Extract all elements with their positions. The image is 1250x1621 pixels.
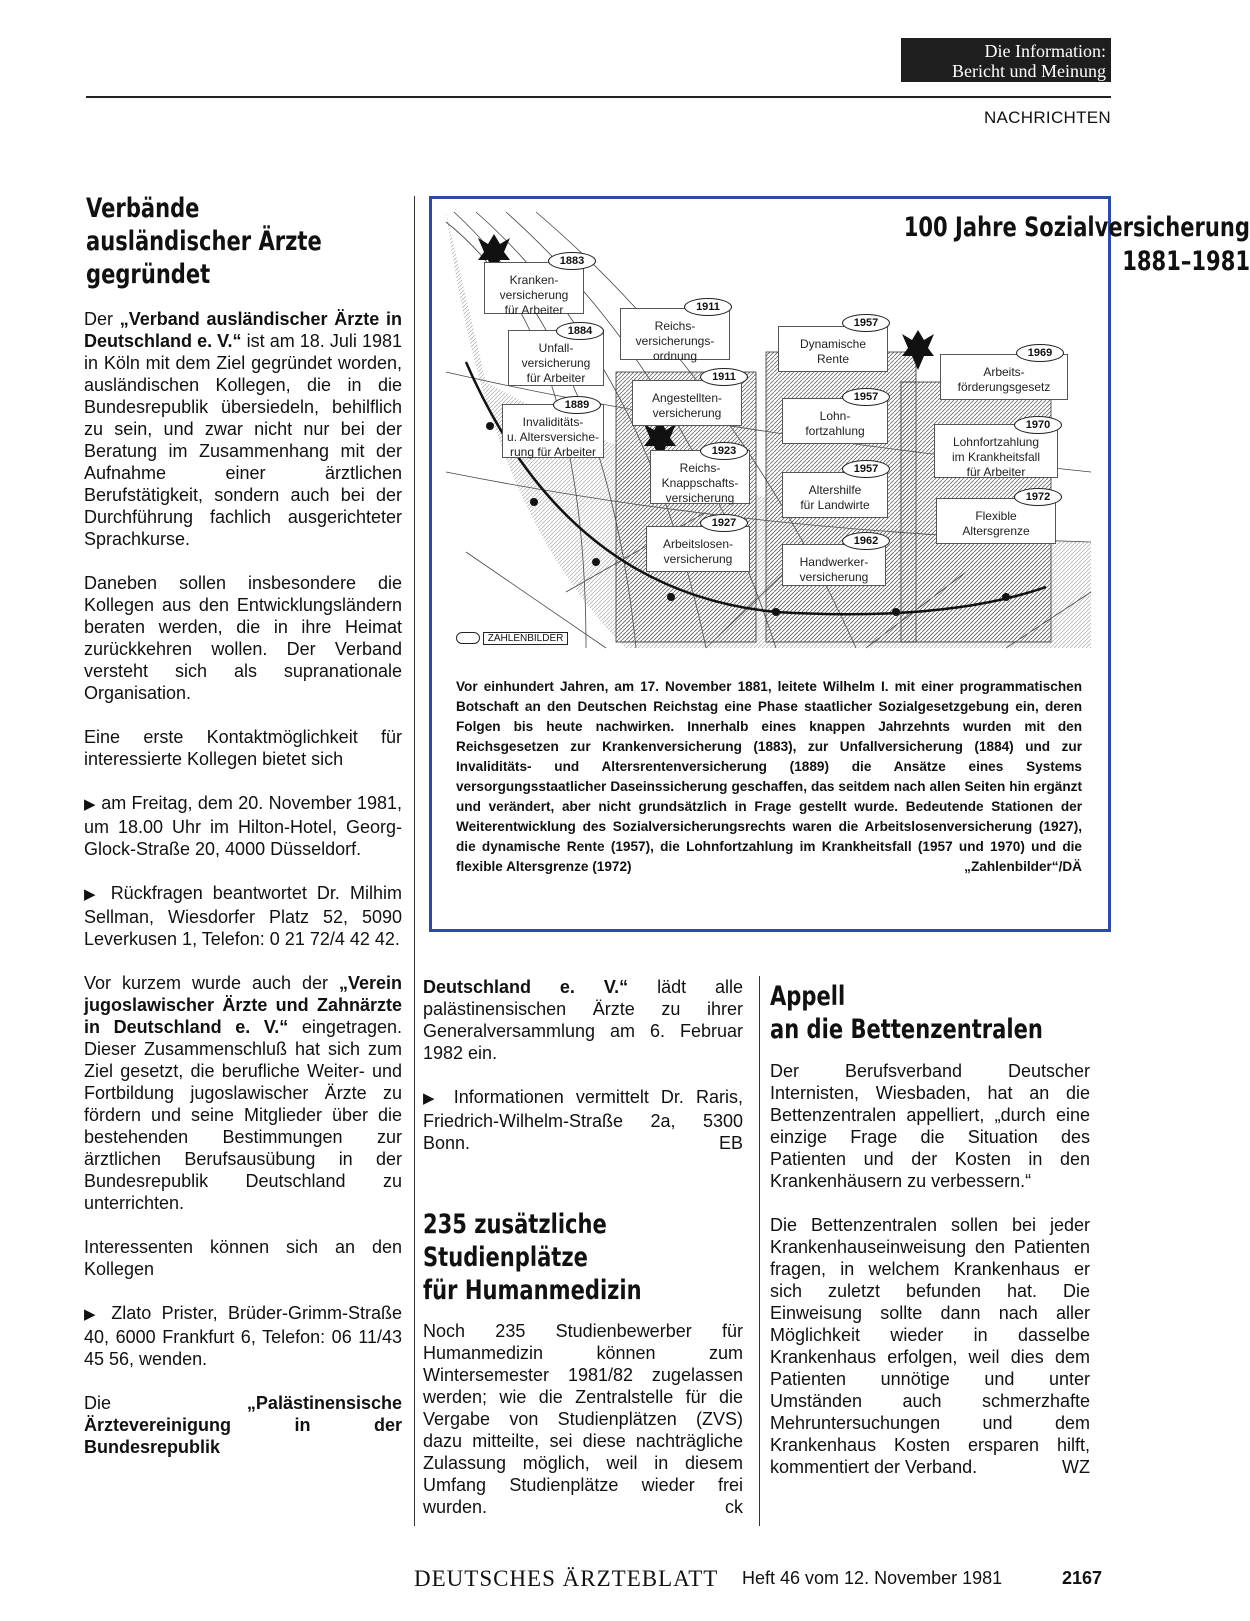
paragraph: Deutschland e. V.“ lädt alle palästinensischen Ärzte zu ihrer Generalversammlung am 6. Februar 1982 ein. <box>423 977 743 1063</box>
year-badge: 1957 <box>842 314 890 332</box>
paragraph: Eine erste Kontaktmöglichkeit für interessierte Kollegen bietet sich <box>84 727 402 769</box>
infographic-subtitle: 1881–1981 <box>1122 246 1250 277</box>
year-badge: 1970 <box>1014 416 1062 434</box>
timeline-card: Dynamische Rente <box>778 326 888 372</box>
signature: ck <box>725 1497 743 1517</box>
timeline-card: Handwerker- versicherung <box>782 544 886 586</box>
logo-icon <box>456 632 480 644</box>
infographic-title: 100 Jahre Sozialversicherung <box>903 212 1250 243</box>
top-rule <box>86 96 1111 98</box>
paragraph: Noch 235 Studienbewerber für Humanmedizin können zum Wintersemester 1981/82 zugelassen werden; wie die Zentralstelle für die Vergabe von Studienplätzen (ZVS) dazu mitteilte, sei diese nachträgliche Zulassung möglich, weil in diesem Umfang Studienplätze wieder frei wurden. ck <box>423 1321 743 1517</box>
timeline-card: Lohnfortzahlung im Krankheitsfall für Arbeiter <box>934 424 1058 478</box>
signature: EB <box>718 1133 743 1153</box>
timeline-card: Arbeits- förderungsgesetz <box>940 354 1068 400</box>
timeline-card: Unfall- versicherung für Arbeiter <box>508 330 604 386</box>
triangle-bullet-icon: ▶ <box>84 886 101 903</box>
year-badge: 1883 <box>548 252 596 270</box>
infographic-caption: Vor einhundert Jahren, am 17. November 1881, leitete Wilhelm I. mit einer programmatischen Botschaft an den Deutschen Reichstag eine Phase staatlicher Sozialgesetzgebung ein, deren Folgen bis heute nachwirken. Innerhalb eines knappen Jahrzehnts wurden mit den Reichsgesetzen zur Krankenversicherung (1883), zur Unfallversicherung (1884) und zur Invaliditäts- und Altersrentenversicherung (1889) die Ansätze eines Systems versorgungsstaatlicher Daseinssicherung geschaffen, das seitdem nach allen Seiten hin ergänzt und verändert, aber nicht grundsätzlich in Frage gestellt wurde. Bedeutende Stationen der Weiterentwicklung des Sozialversicherungsrechts waren die Arbeitslosenversicherung (1927), die dynamische Rente (1957), die Lohnfortzahlung im Krankheitsfall (1957 und 1970) und die flexible Altersgrenze (1972) „Zahlenbilder“/DÄ <box>456 677 1082 877</box>
article-1-body <box>84 308 402 1480</box>
timeline-card: Lohn- fortzahlung <box>782 398 888 444</box>
timeline-card: Flexible Altersgrenze <box>936 498 1056 544</box>
timeline-card: Angestellten- versicherung <box>632 380 742 426</box>
banner-line-1: Die Information: <box>984 41 1106 61</box>
year-badge: 1927 <box>700 514 748 532</box>
timeline-card: Kranken- versicherung für Arbeiter <box>484 262 584 314</box>
column-rule-2 <box>759 976 760 1526</box>
zahlenbilder-logo: ZAHLENBILDER <box>456 632 568 644</box>
year-badge: 1889 <box>553 396 601 414</box>
article-1-continuation <box>423 976 743 1176</box>
timeline-card: Reichs- versicherungs- ordnung <box>620 308 730 360</box>
year-badge: 1969 <box>1016 344 1064 362</box>
article-2-headline: 235 zusätzliche Studienplätze für Humanmedizin <box>423 1209 642 1306</box>
article-3-body <box>770 1060 1090 1500</box>
article-3-headline: Appell an die Bettenzentralen <box>770 981 1043 1045</box>
article-2-body <box>423 1320 743 1540</box>
paragraph: ▶ Informationen vermittelt Dr. Raris, Friedrich-Wilhelm-Straße 2a, 5300 Bonn. EB <box>423 1087 743 1153</box>
triangle-bullet-icon: ▶ <box>84 796 96 813</box>
year-badge: 1884 <box>556 322 604 340</box>
timeline-card: Reichs- Knappschafts- versicherung <box>650 450 750 504</box>
paragraph: Die „Palästinensische Ärztevereinigung in der Bundesrepublik <box>84 1393 402 1457</box>
year-badge: 1923 <box>700 442 748 460</box>
paragraph: Der „Verband ausländischer Ärzte in Deutschland e. V.“ ist am 18. Juli 1981 in Köln mit dem Ziel gegründet worden, ausländischen Kollegen, die in die Bundesrepublik übersiedeln, behilflich zu sein, und zwar nicht nur bei der Beratung im Zusammenhang mit der Aufnahme einer ärztlichen Berufstätigkeit, sondern auch bei der Durchführung fachlich ausgerichteter Sprachkurse. <box>84 309 402 549</box>
paragraph: Vor kurzem wurde auch der „Verein jugoslawischer Ärzte und Zahnärzte in Deutschland e. V.“ eingetragen. Dieser Zusammenschluß hat sich zum Ziel gesetzt, die berufliche Weiter- und Fortbildung jugoslawischer Ärzte zu fördern und seine Mitglieder über die bestehenden Bestimmungen zur ärztlichen Berufsausübung in der Bundesrepublik Deutschland zu unterrichten. <box>84 973 402 1213</box>
year-badge: 1957 <box>842 388 890 406</box>
year-badge: 1911 <box>684 298 732 316</box>
column-rule-1 <box>414 196 415 1526</box>
paragraph: Interessenten können sich an den Kollegen <box>84 1237 402 1279</box>
triangle-bullet-icon: ▶ <box>84 1306 101 1323</box>
timeline-card: Invaliditäts- u. Altersversiche- rung für Arbeiter <box>502 404 604 458</box>
timeline-card: Altershilfe für Landwirte <box>782 472 888 518</box>
page-number: 2167 <box>1062 1568 1103 1588</box>
infographic-credit: „Zahlenbilder“/DÄ <box>964 859 1082 874</box>
paragraph: Die Bettenzentralen sollen bei jeder Krankenhauseinweisung den Patienten fragen, in welchem Krankenhaus er sich zuletzt befunden hat. Die Einweisung sollte dann nach aller Möglichkeit wieder in dasselbe Krankenhaus erfolgen, weil dies dem Patienten unnötige und unter Umständen auch schmerzhafte Mehruntersuchungen und dem Krankenhaus Kosten ersparen hilft, kommentiert der Verband. WZ <box>770 1215 1090 1477</box>
year-badge: 1962 <box>842 532 890 550</box>
issue-line: Heft 46 vom 12. November 1981 <box>742 1568 1003 1588</box>
paragraph: ▶ Rückfragen beantwortet Dr. Milhim Sellman, Wiesdorfer Platz 52, 5090 Leverkusen 1, Telefon: 0 21 72/4 42 42. <box>84 883 402 949</box>
triangle-bullet-icon: ▶ <box>423 1090 442 1107</box>
banner-line-2: Bericht und Meinung <box>952 61 1106 81</box>
paragraph: Daneben sollen insbesondere die Kollegen aus den Entwicklungsländern beraten werden, die in ihre Heimat zurückkehren wollen. Der Verband versteht sich als supranationale Organisation. <box>84 573 402 703</box>
year-badge: 1957 <box>842 460 890 478</box>
section-banner <box>901 38 1111 82</box>
article-1-headline: Verbände ausländischer Ärzte gegründet <box>86 193 322 290</box>
signature: WZ <box>1062 1457 1090 1477</box>
year-badge: 1911 <box>700 368 748 386</box>
paragraph: ▶ am Freitag, dem 20. November 1981, um 18.00 Uhr im Hilton-Hotel, Georg-Glock-Straße 20, 4000 Düsseldorf. <box>84 793 402 859</box>
paragraph: Der Berufsverband Deutscher Internisten, Wiesbaden, hat an die Bettenzentralen appelliert, „durch eine einzige Frage die Situation des Patienten und der Kosten in den Krankenhäusern zu verbessern.“ <box>770 1061 1090 1191</box>
section-label: NACHRICHTEN <box>983 108 1111 127</box>
paragraph: ▶ Zlato Prister, Brüder-Grimm-Straße 40, 6000 Frankfurt 6, Telefon: 06 11/43 45 56, wenden. <box>84 1303 402 1369</box>
journal-name: DEUTSCHES ÄRZTEBLATT <box>414 1566 719 1591</box>
timeline-card: Arbeitslosen- versicherung <box>646 526 750 572</box>
year-badge: 1972 <box>1014 488 1062 506</box>
